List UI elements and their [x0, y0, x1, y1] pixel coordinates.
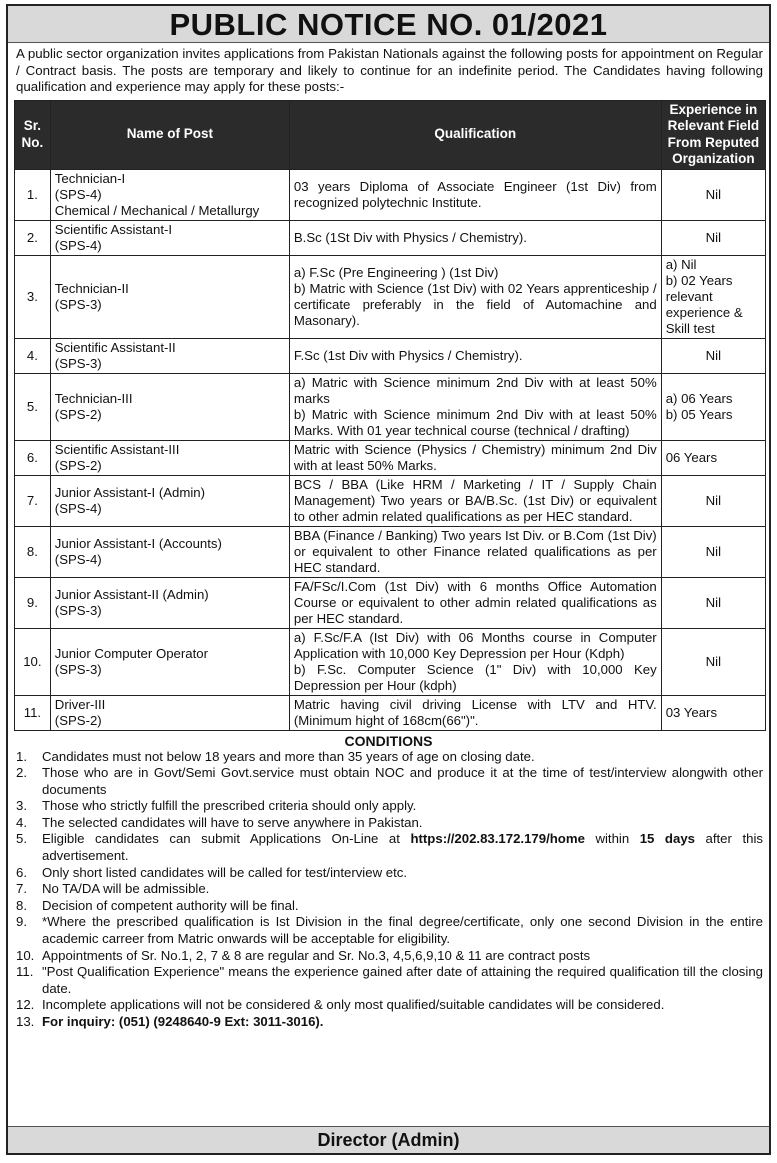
cell-qualification: F.Sc (1st Div with Physics / Chemistry). [289, 338, 661, 373]
condition-text: Only short listed candidates will be called for test/interview etc. [42, 864, 408, 880]
deadline-days: 15 days [639, 831, 695, 847]
cell-post-name: Junior Assistant-I (Accounts) (SPS-4) [50, 526, 289, 577]
cell-sr-no: 10. [15, 628, 51, 695]
cell-sr-no: 11. [15, 695, 51, 730]
condition-item [16, 865, 763, 882]
condition-text: Appointments of Sr. No.1, 2, 7 & 8 are regular and Sr. No.3, 4,5,6,9,10 & 11 are contract posts [42, 947, 591, 963]
inquiry-contact: For inquiry: (051) (9248640-9 Ext: 3011-3016). [42, 1014, 324, 1029]
cell-sr-no: 4. [15, 338, 51, 373]
cell-qualification: B.Sc (1St Div with Physics / Chemistry). [289, 220, 661, 255]
condition-number: 7. [16, 881, 27, 897]
cell-sr-no: 5. [15, 373, 51, 440]
condition-text-part: within [584, 831, 640, 847]
condition-number: 5. [16, 831, 27, 847]
cell-experience: a) 06 Years b) 05 Years [661, 373, 765, 440]
condition-number: 10. [16, 947, 35, 963]
condition-item [16, 898, 763, 915]
cell-qualification: 03 years Diploma of Associate Engineer (1st Div) from recognized polytechnic Institute. [289, 169, 661, 220]
header-name-of-post: Name of Post [50, 100, 289, 169]
cell-qualification: BCS / BBA (Like HRM / Marketing / IT / Supply Chain Management) Two years or BA/B.Sc. (1st Div) or equivalent to other admin related qualifications as per HEC standard. [289, 475, 661, 526]
cell-post-name: Scientific Assistant-I (SPS-4) [50, 220, 289, 255]
condition-number: 12. [16, 997, 35, 1013]
cell-post-name: Technician-III (SPS-2) [50, 373, 289, 440]
condition-item [16, 914, 763, 947]
table-row [15, 220, 766, 255]
condition-text: No TA/DA will be admissible. [42, 881, 210, 897]
cell-qualification: BBA (Finance / Banking) Two years Ist Div. or B.Com (1st Div) or equivalent to other Finance related qualifications as per HEC standard. [289, 526, 661, 577]
cell-experience: Nil [661, 628, 765, 695]
cell-experience: a) Nil b) 02 Years relevant experience & Skill test [661, 255, 765, 338]
condition-item [16, 798, 763, 815]
condition-text: Decision of competent authority will be final. [42, 897, 299, 913]
condition-text: *Where the prescribed qualification is Ist Division in the final degree/certificate, only one second Division in the entire academic carreer from Matric onwards will be acceptable for eligibility. [42, 914, 763, 947]
condition-number: 9. [16, 914, 27, 930]
cell-qualification: Matric with Science (Physics / Chemistry) minimum 2nd Div with at least 50% Marks. [289, 440, 661, 475]
conditions-title: CONDITIONS [344, 732, 433, 749]
condition-item [16, 1014, 763, 1031]
condition-text: Incomplete applications will not be considered & only most qualified/suitable candidates will be considered. [42, 997, 665, 1013]
condition-number: 6. [16, 864, 27, 880]
table-header-row [15, 100, 766, 169]
cell-sr-no: 7. [15, 475, 51, 526]
cell-post-name: Driver-III (SPS-2) [50, 695, 289, 730]
cell-qualification: a) F.Sc/F.A (Ist Div) with 06 Months course in Computer Application with 10,000 Key Depression per Hour (Kdph) b) F.Sc. Computer Science (1" Div) with 10,000 Key Depression per Hour (kdph) [289, 628, 661, 695]
condition-item [16, 964, 763, 997]
cell-experience: Nil [661, 169, 765, 220]
condition-text: Candidates must not below 18 years and more than 35 years of age on closing date. [42, 748, 535, 764]
notice-title: PUBLIC NOTICE NO. 01/2021 [8, 6, 769, 43]
cell-post-name: Scientific Assistant-II (SPS-3) [50, 338, 289, 373]
table-row [15, 440, 766, 475]
cell-experience: 03 Years [661, 695, 765, 730]
cell-sr-no: 3. [15, 255, 51, 338]
notice-page [6, 4, 771, 1155]
condition-number: 11. [16, 964, 34, 980]
table-row [15, 695, 766, 730]
cell-experience: Nil [661, 526, 765, 577]
cell-experience: 06 Years [661, 440, 765, 475]
condition-text: Those who strictly fulfill the prescribed criteria should only apply. [42, 798, 417, 814]
conditions-list [8, 749, 769, 1031]
condition-item [16, 997, 763, 1014]
cell-experience: Nil [661, 577, 765, 628]
cell-sr-no: 1. [15, 169, 51, 220]
condition-item [16, 765, 763, 798]
condition-item [16, 881, 763, 898]
cell-post-name: Junior Computer Operator (SPS-3) [50, 628, 289, 695]
header-experience: Experience in Relevant Field From Reputed Organization [661, 100, 765, 169]
cell-post-name: Scientific Assistant-III (SPS-2) [50, 440, 289, 475]
condition-item [16, 749, 763, 766]
header-qualification: Qualification [289, 100, 661, 169]
cell-sr-no: 8. [15, 526, 51, 577]
condition-text [42, 1014, 763, 1031]
cell-experience: Nil [661, 475, 765, 526]
cell-qualification: FA/FSc/I.Com (1st Div) with 6 months Office Automation Course or equivalent to other admin related qualifications as per HEC standard. [289, 577, 661, 628]
condition-text: Those who are in Govt/Semi Govt.service must obtain NOC and produce it at the time of test/interview alongwith other documents [42, 765, 763, 797]
condition-text [42, 831, 763, 864]
condition-item [16, 948, 763, 965]
cell-sr-no: 9. [15, 577, 51, 628]
table-row [15, 255, 766, 338]
condition-number: 3. [16, 798, 27, 814]
application-url-link[interactable]: https://202.83.172.179/home [410, 831, 585, 847]
cell-qualification: a) F.Sc (Pre Engineering ) (1st Div) b) Matric with Science (1st Div) with 02 Years apprenticeship / certificate preferably in the field of Automachine and Masonary). [289, 255, 661, 338]
cell-experience: Nil [661, 220, 765, 255]
posts-table [14, 100, 766, 731]
condition-number: 1. [16, 748, 27, 764]
cell-post-name: Technician-II (SPS-3) [50, 255, 289, 338]
table-row [15, 169, 766, 220]
condition-item [16, 815, 763, 832]
condition-number: 2. [16, 765, 27, 781]
intro-paragraph: A public sector organization invites applications from Pakistan Nationals against the following posts for appointment on Regular / Contract basis. The posts are temporary and likely to continue for an indefinite period. The Candidates having following qualification and experience may apply for these posts:- [16, 46, 763, 94]
table-row [15, 338, 766, 373]
cell-post-name: Junior Assistant-II (Admin) (SPS-3) [50, 577, 289, 628]
condition-text: "Post Qualification Experience" means the experience gained after date of attaining the required qualification till the closing date. [42, 964, 763, 996]
condition-number: 8. [16, 897, 27, 913]
header-sr-no: Sr. No. [15, 100, 51, 169]
cell-post-name: Junior Assistant-I (Admin) (SPS-4) [50, 475, 289, 526]
table-row [15, 628, 766, 695]
table-row [15, 526, 766, 577]
condition-number: 4. [16, 814, 27, 830]
condition-number: 13. [16, 1014, 35, 1029]
cell-qualification: Matric having civil driving License with LTV and HTV.(Minimum hight of 168cm(66")". [289, 695, 661, 730]
table-row [15, 577, 766, 628]
cell-qualification: a) Matric with Science minimum 2nd Div with at least 50% marks b) Matric with Science minimum 2nd Div with at least 50% Marks. With 01 year technical course (technical / drafting) [289, 373, 661, 440]
cell-post-name: Technician-I (SPS-4) Chemical / Mechanical / Metallurgy [50, 169, 289, 220]
condition-text: The selected candidates will have to serve anywhere in Pakistan. [42, 814, 423, 830]
table-row [15, 373, 766, 440]
condition-text-part: after this advertisement. [42, 831, 763, 864]
cell-sr-no: 2. [15, 220, 51, 255]
cell-experience: Nil [661, 338, 765, 373]
condition-text-part: Eligible candidates can submit Applications On-Line at [42, 831, 411, 847]
condition-item [16, 831, 763, 864]
signatory: Director (Admin) [8, 1126, 769, 1153]
cell-sr-no: 6. [15, 440, 51, 475]
table-row [15, 475, 766, 526]
